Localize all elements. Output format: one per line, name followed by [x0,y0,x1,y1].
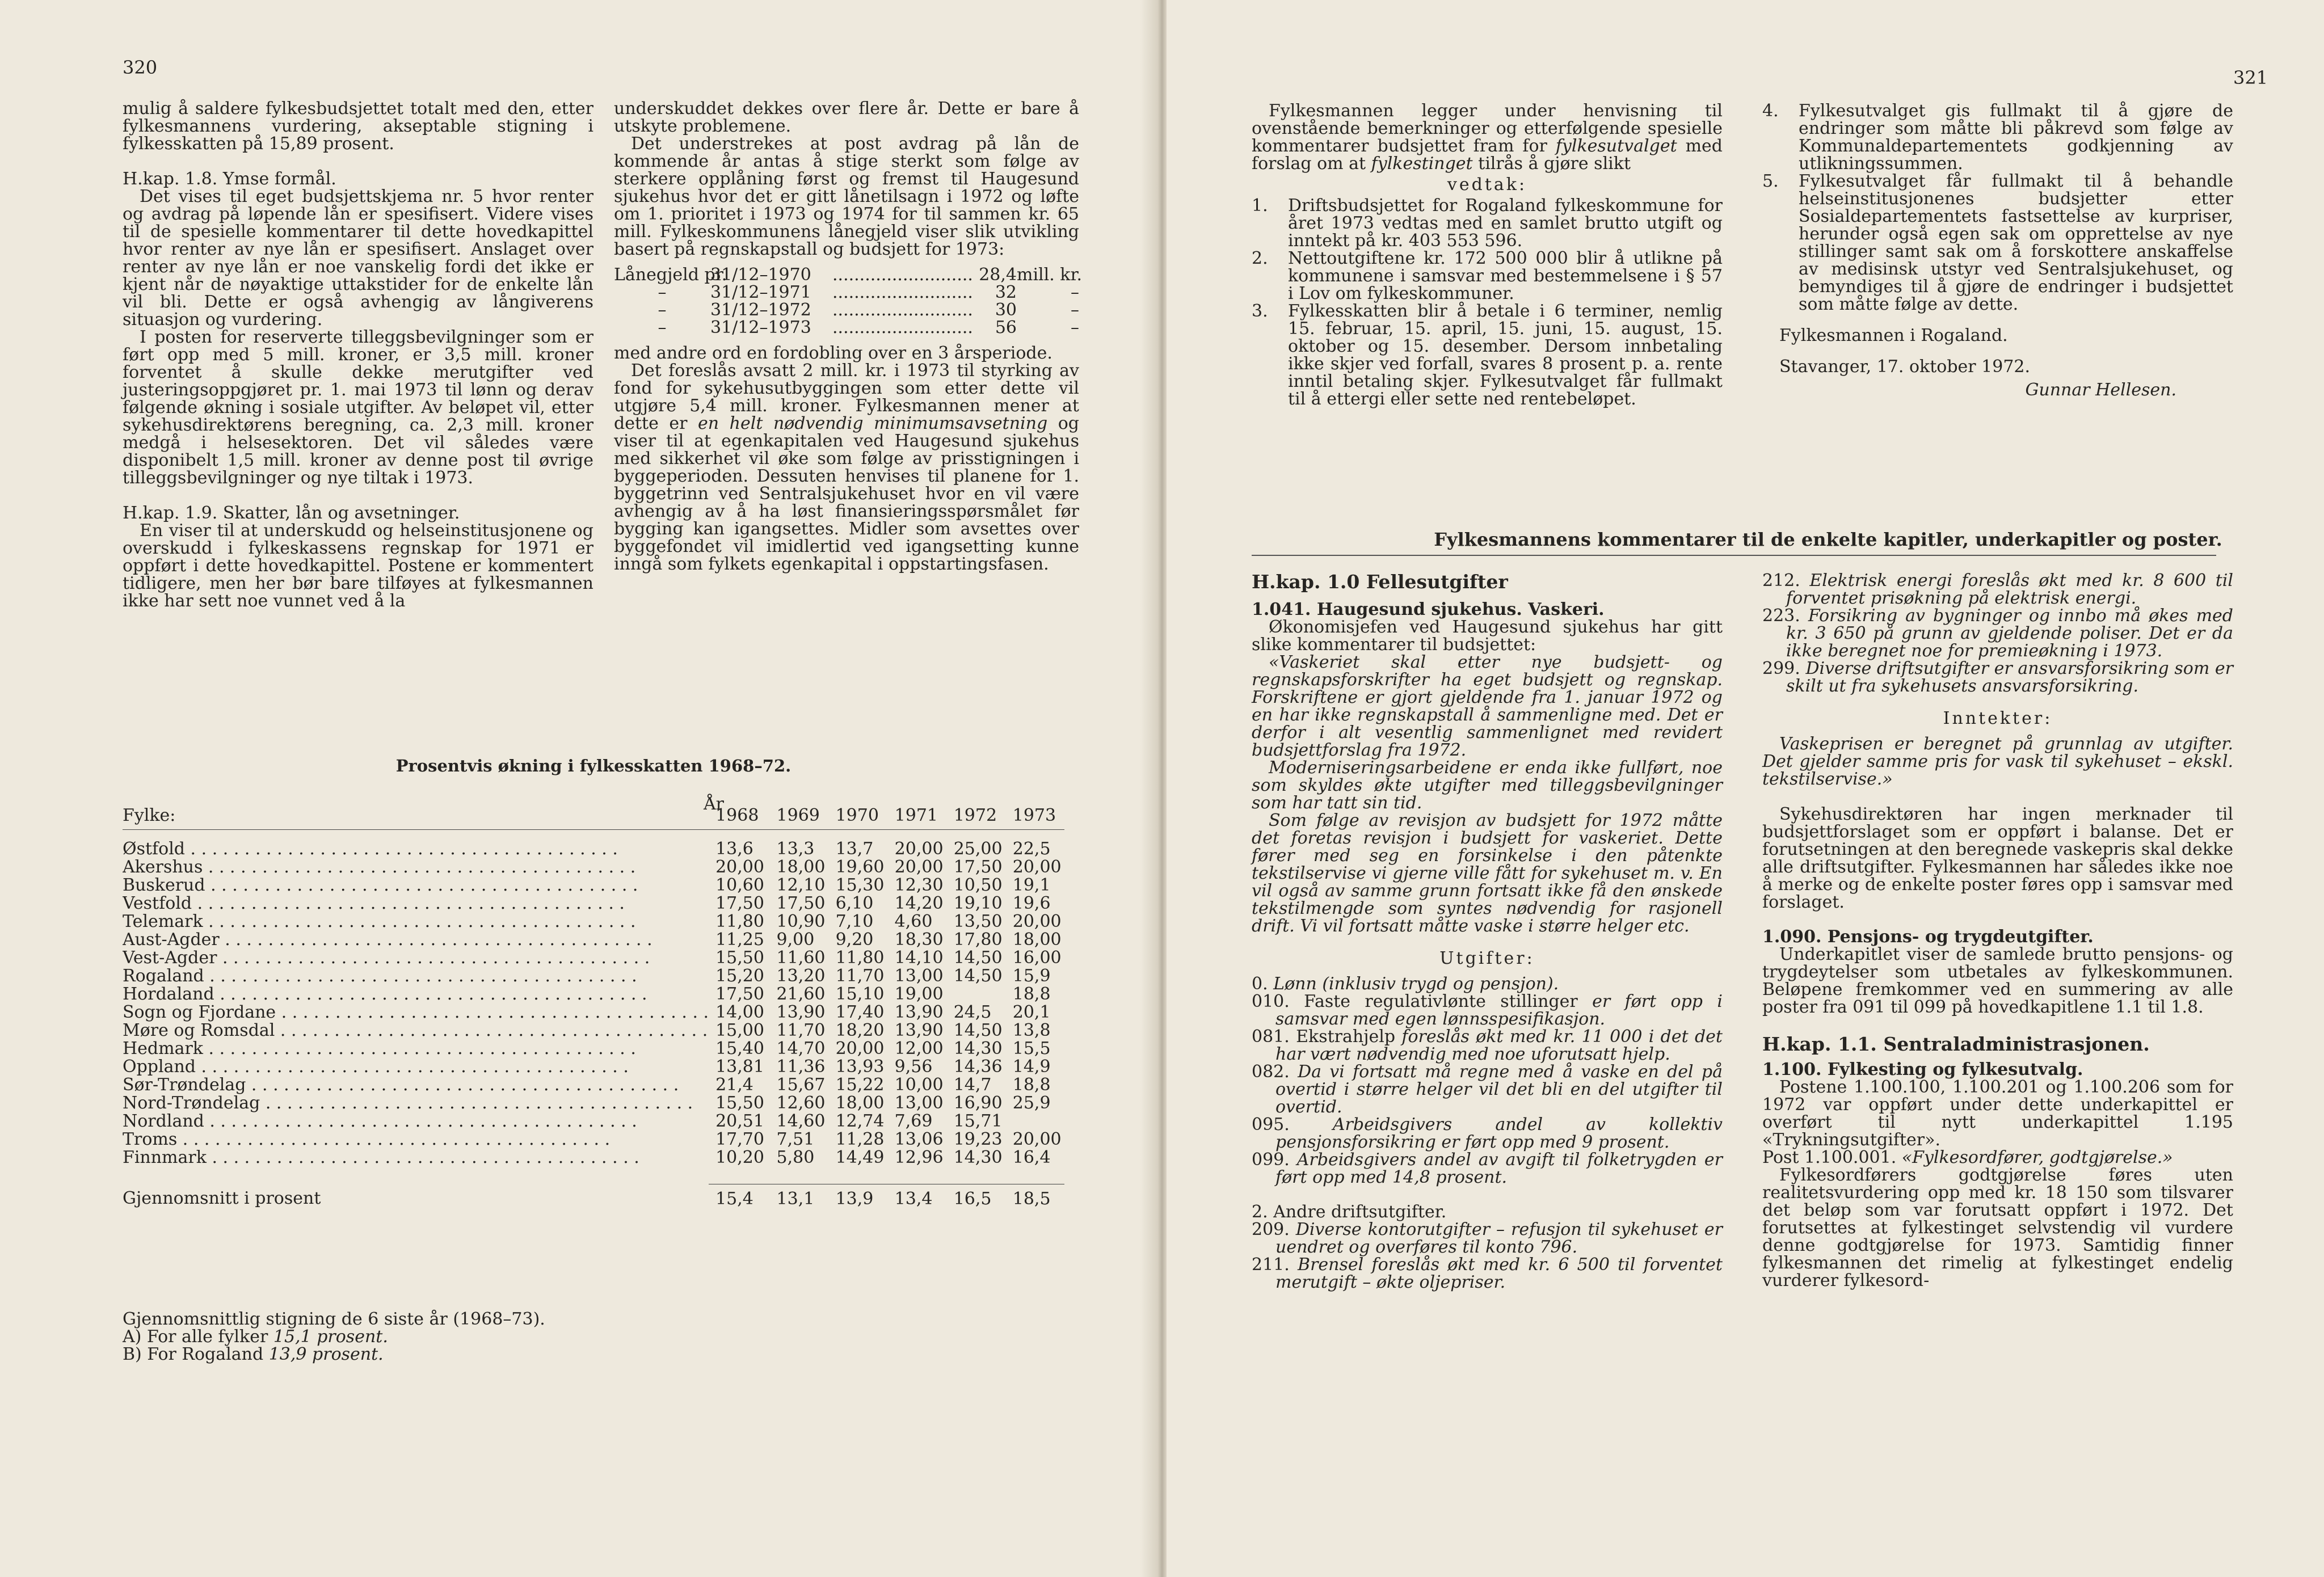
table-cell: 14,30 [953,1039,1003,1059]
table-cell: 10,90 [776,912,826,931]
table-cell: 15,40 [715,1039,764,1059]
table-cell: 25,00 [953,839,1003,859]
table-cell: 18,00 [1012,930,1062,950]
table-cell: 9,56 [894,1057,933,1077]
table-row [123,830,1064,859]
table-row [123,1076,1064,1094]
table-cell: 13,7 [835,839,874,859]
column-header: 1971 [894,806,938,825]
table-cell: 14,7 [953,1075,992,1095]
column-header: 1970 [835,806,879,825]
table-cell: 15,50 [715,948,764,968]
table-cell [947,985,1006,1003]
table-cell: 14,49 [835,1148,885,1167]
quote-paragraph: Som følge av revisjon av budsjett for 1972 måtte det foretas revisjon i budsjett for vaskeriet. Dette fører med seg en forsinkelse i den påtenkte tekstilservise vi gjerne ville fått for sykehuset m. v. En vil også av samme grunn fortsatt ikke få den ønskede tekstilmengde som syntes nødvendig for rasjonell drift. Vi vil fortsatt måtte vaske i større helger etc. [1252,811,1723,936]
left-page [0,0,1157,1577]
county-name: Buskerud . . . . . . . . . . . . . . . . . . . . . . . . . . . . . . . . . . . . . . . . [123,876,638,895]
table-row [123,858,1064,876]
county-name: Nordland . . . . . . . . . . . . . . . . . . . . . . . . . . . . . . . . . . . . . . . . [123,1112,637,1131]
table-cell: 13,90 [776,1002,826,1022]
total-cell: 13,1 [770,1184,829,1208]
quote-paragraph: Moderniseringsarbeidene er enda ikke fullført, noe som skyldes økte utgifter med tilleggsbevilgninger som har tatt sin tid. [1252,758,1723,813]
resolution-item: 2. Nettoutgiftene kr. 172 500 000 blir å utlikne på kommunene i samsvar med bestemmelsene i § 57 i Lov om fylkeskommuner. [1252,248,1723,303]
column-header: 1968 [715,806,759,825]
table-cell: 16,4 [1012,1148,1051,1167]
table-cell: 14,10 [894,948,944,968]
paragraph: med andre ord en fordobling over en 3 årsperiode. [614,343,1052,363]
table-cell: 7,69 [894,1111,933,1131]
table-cell: 20,00 [894,839,944,859]
table-cell: 7,10 [835,912,874,931]
county-name: Aust-Agder . . . . . . . . . . . . . . . . . . . . . . . . . . . . . . . . . . . . . . . . [123,931,652,949]
table-cell: 15,9 [1012,966,1051,986]
loan-row: – 31/12–1973 ..... 56 – [614,319,1079,336]
table-cell: 18,00 [835,1093,885,1113]
paragraph: Fylkesordførers godtgjørelse føres uten realitetsvurdering opp med kr. 18 150 som tilsvarer det beløp som var forutsatt oppført i 1972. Det forutsettes at fylkestinget selvstendig vil vurdere denne godtgjørelse for 1973. Samtidig finner fylkesmannen det rimelig at fylkestinget endelig vurderer fylkesord- [1762,1165,2233,1291]
table-cell: 6,10 [835,893,874,913]
subchapter-heading: 1.041. Haugesund sjukehus. Vaskeri. [1252,600,1605,619]
table-cell: 15,5 [1012,1039,1051,1059]
table-cell: 13,81 [715,1057,764,1077]
total-cell: 18,5 [1006,1184,1064,1208]
page-number: 320 [123,57,158,78]
table-cell: 12,74 [835,1111,885,1131]
loan-row: – 31/12–1972 ..... 30 – [614,301,1079,319]
county-name: Vest-Agder . . . . . . . . . . . . . . . . . . . . . . . . . . . . . . . . . . . . . . . . [123,949,650,967]
table-cell: 25,9 [1012,1093,1051,1113]
table-cell: 21,60 [776,984,826,1004]
loan-row: – 31/12–1971 ..... 32 – [614,284,1079,301]
table-cell: 17,50 [715,984,764,1004]
table-cell: 14,50 [953,1021,1003,1040]
table-cell: 13,20 [776,966,826,986]
chapter-heading: H.kap. 1.0 Fellesutgifter [1252,571,1508,593]
county-name: Sogn og Fjordane . . . . . . . . . . . . . . . . . . . . . . . . . . . . . . . . . . . . . . . . [123,1003,709,1022]
footnote-line: A) For alle fylker 15,1 prosent. [123,1327,388,1347]
paragraph: Det foreslås avsatt 2 mill. kr. i 1973 til styrking av fond for sykehusutbyggingen som etter dette vil utgjøre 5,4 mill. kroner. Fylkesmannen mener at dette er en helt nødvendig minimumsavsetning og viser til at egenkapitalen ved Haugesund sjukehus med sikkerhet vil øke som følge av prisstigningen i byggeperioden. Dessuten henvises til planene for 1. byggetrinn ved Sentralsjukehuset hvor en vil være avhengig av å ha løst finansieringsspørsmålet før bygging kan igangsettes. Midler som avsettes over byggefondet vil imidlertid ved igangsetting kunne inngå som fylkets egenkapital i oppstartingsfasen. [614,361,1079,574]
table-cell: 20,00 [1012,912,1062,931]
table-cell: 14,00 [715,1002,764,1022]
county-name: Hedmark . . . . . . . . . . . . . . . . . . . . . . . . . . . . . . . . . . . . . . . . [123,1040,636,1058]
table-cell [1006,1112,1064,1131]
left-column-2 [614,99,1083,574]
table-cell: 20,00 [715,857,764,877]
divider [1252,555,2216,556]
table-row [123,1040,1064,1058]
table-cell: 14,50 [953,966,1003,986]
total-cell: 16,5 [947,1184,1006,1208]
paragraph: underskuddet dekkes over flere år. Dette er bare å utskyte problemene. [614,99,1079,136]
column-header: 1969 [776,806,820,825]
table-cell: 16,00 [1012,948,1062,968]
quote-paragraph: «Vaskeriet skal etter nye budsjett- og regnskapsforskrifter ha eget budsjett og regnskap. Forskriftene er gjort gjeldende fra 1. januar 1972 og en har ikke regnskapstall å sammenligne med. Det er derfor i alt vesentlig sammenlignet med revidert budsjettforslag fra 1972. [1252,652,1723,760]
table-cell: 20,51 [715,1111,764,1131]
county-name: Hordaland . . . . . . . . . . . . . . . . . . . . . . . . . . . . . . . . . . . . . . . . [123,985,647,1003]
table-row [123,985,1064,1003]
total-cell: 13,9 [829,1184,888,1208]
budget-line: 212. Elektrisk energi foreslås økt med kr. 8 600 til forventet prisøkning på elektrisk energi. [1762,571,2233,608]
page-number: 321 [2233,67,2268,88]
budget-line: 223. Forsikring av bygninger og innbo må økes med kr. 3 650 på grunn av gjeldende poliser. Det er da ikke beregnet noe for premieøkning i 1973. [1762,606,2233,661]
table-cell: 19,1 [1012,875,1051,895]
table-row [123,1022,1064,1040]
table-row [123,895,1064,913]
table-cell: 15,22 [835,1075,885,1095]
column-header: Fylke: [123,806,176,825]
signature: Gunnar Hellesen. [2025,380,2176,400]
table-cell: 18,30 [894,930,944,950]
county-name: Akershus . . . . . . . . . . . . . . . . . . . . . . . . . . . . . . . . . . . . . . . . [123,858,636,876]
table-cell: 19,10 [953,893,1003,913]
section-heading: H.kap. 1.8. Ymse formål. [123,169,336,189]
loan-table [614,265,1083,338]
table-cell: 15,20 [715,966,764,986]
paragraph: Fylkesmannen legger under henvisning til ovenstående bemerkninger og etterfølgende spesielle kommentarer budsjettet fram for fylkesutvalget med forslag om at fylkestinget tilrås å gjøre slikt [1252,101,1723,174]
table-cell: 14,70 [776,1039,826,1059]
right-column-2 [1762,572,2233,1289]
budget-line: 0. Lønn (inklusiv trygd og pensjon). [1252,974,1559,994]
table-cell: 15,71 [953,1111,1003,1131]
table-cell: 20,1 [1012,1002,1051,1022]
table-row [123,913,1064,931]
table-row [123,876,1064,895]
table-cell: 14,30 [953,1148,1003,1167]
table-cell: 14,36 [953,1057,1003,1077]
subchapter-heading: 1.090. Pensjons- og trygdeutgifter. [1762,927,2094,947]
total-cell: 15,4 [709,1184,769,1208]
footnote-line: B) For Rogaland 13,9 prosent. [123,1344,384,1364]
table-cell: 14,60 [776,1111,826,1131]
table-cell: 20,00 [1012,1129,1062,1149]
subchapter-heading: 1.100. Fylkesting og fylkesutvalg. [1762,1060,2083,1080]
chapter-heading: H.kap. 1.1. Sentraladministrasjonen. [1762,1033,2150,1055]
column-header: 1972 [953,806,997,825]
table-cell: 11,80 [835,948,885,968]
table-cell: 17,50 [776,893,826,913]
table-cell: 18,8 [1012,1075,1051,1095]
right-column-1 [1252,573,1723,1291]
table-footnote [123,1310,545,1363]
table-header-row [123,788,1064,830]
table-cell: 10,00 [894,1075,944,1095]
utgifter-heading: Utgifter: [1439,948,1535,968]
county-name: Sør-Trøndelag . . . . . . . . . . . . . . . . . . . . . . . . . . . . . . . . . . . . . . . . [123,1076,679,1094]
table-cell: 20,00 [1012,857,1062,877]
table-cell: 11,70 [835,966,885,986]
table-cell: 10,50 [953,875,1003,895]
table-cell: 17,50 [953,857,1003,877]
table-cell: 13,90 [894,1021,944,1040]
table-row [123,1094,1064,1112]
table-cell: 17,70 [715,1129,764,1149]
table-cell: 13,06 [894,1129,944,1149]
table-cell: 20,00 [894,857,944,877]
table-cell: 11,36 [776,1057,826,1077]
table-cell: 13,93 [835,1057,885,1077]
table-row [123,1149,1064,1167]
total-cell: 13,4 [888,1184,947,1208]
inntekter-heading: Inntekter: [1943,709,2053,728]
county-name: Østfold . . . . . . . . . . . . . . . . . . . . . . . . . . . . . . . . . . . . . . . . [123,839,618,858]
table-cell: 19,00 [894,984,944,1004]
table-cell: 13,90 [894,1002,944,1022]
paragraph: Underkapitlet viser de samlede brutto pensjons- og trygdeytelser som utbetales av fylkeskommunen. Beløpene fremkommer ved en summering av alle poster fra 091 til 099 på hovedkapitlene 1.1 til 1.8. [1762,944,2233,1017]
table-cell: 10,60 [715,875,764,895]
table-cell: 11,25 [715,930,764,950]
table-cell: 13,6 [715,839,753,859]
table-cell: 19,23 [953,1129,1003,1149]
county-name: Vestfold . . . . . . . . . . . . . . . . . . . . . . . . . . . . . . . . . . . . . . . . [123,895,625,913]
table-cell: 12,10 [776,875,826,895]
table-cell: 18,00 [776,857,826,877]
table-row [123,1058,1064,1076]
paragraph: Det vises til eget budsjettskjema nr. 5 hvor renter og avdrag på løpende lån er spesifisert. Videre vises til de spesielle kommentarer til dette hovedkapittel hvor renter av nye lån er spesifisert. Anslaget over renter av nye lån er noe vanskelig fordi det ikke er kjent når de nøyaktige uttakstider for de enkelte lån vil bli. Dette er også avhengig av långiverens situasjon og vurdering. [123,187,593,330]
resolution-item: 1. Driftsbudsjettet for Rogaland fylkeskommune for året 1973 vedtas med en samlet brutto utgift og inntekt på kr. 403 553 596. [1252,196,1723,251]
county-name: Oppland . . . . . . . . . . . . . . . . . . . . . . . . . . . . . . . . . . . . . . . . [123,1058,629,1076]
table-year-label: År [704,794,725,814]
county-name: Nord-Trøndelag . . . . . . . . . . . . . . . . . . . . . . . . . . . . . . . . . . . . . . . . [123,1094,693,1112]
county-name: Rogaland . . . . . . . . . . . . . . . . . . . . . . . . . . . . . . . . . . . . . . . . [123,967,637,985]
table-cell: 15,30 [835,875,885,895]
resolution-item: 4. Fylkesutvalget gis fullmakt til å gjøre de endringer som måtte bli påkrevd som følge av Kommunaldepartementets godkjenning av utlikningssummen. [1762,101,2233,174]
table-cell: 13,8 [1012,1021,1051,1040]
tax-increase-table [123,788,1064,1208]
table-cell: 11,60 [776,948,826,968]
left-column-1 [123,100,593,610]
county-name: Troms . . . . . . . . . . . . . . . . . . . . . . . . . . . . . . . . . . . . . . . . [123,1131,611,1149]
table-cell: 19,6 [1012,893,1051,913]
budget-line: 082. Da vi fortsatt må regne med å vaske en del på overtid i større helger vil det bli en del utgifter til overtid. [1252,1062,1723,1117]
paragraph: Post 1.100.001. «Fylkesordfører, godtgjørelse.» [1762,1148,2173,1167]
budget-group: 2. Andre driftsutgifter. [1252,1202,1447,1222]
signoff: Fylkesmannen i Rogaland. [1779,326,2008,345]
table-cell: 12,96 [894,1148,944,1167]
column-header: 1973 [1012,806,1056,825]
table-cell: 9,20 [835,930,874,950]
table-cell: 14,50 [953,948,1003,968]
footnote-line: Gjennomsnittlig stigning de 6 siste år (1968–73). [123,1309,545,1329]
paragraph: Økonomisjefen ved Haugesund sjukehus har gitt slike kommentarer til budsjettet: [1252,617,1723,655]
table-caption: Prosentvis økning i fylkesskatten 1968–72. [395,756,791,775]
table-row [123,1131,1064,1149]
budget-line: 209. Diverse kontorutgifter – refusjon til sykehuset er uendret og overføres til konto 796. [1252,1220,1723,1257]
table-row [123,931,1064,949]
table-cell: 14,20 [894,893,944,913]
resolution-item: 3. Fylkesskatten blir å betale i 6 terminer, nemlig 15. februar, 15. april, 15. juni, 15. august, 15. oktober og 15. desember. Dersom innbetaling ikke skjer ved forfall, svares 8 prosent p. a. rente inntil betaling skjer. Fylkesutvalget får fullmakt til å ettergi eller sette ned rentebeløpet. [1252,301,1723,409]
table-cell: 17,40 [835,1002,885,1022]
loan-row: Lånegjeld pr. 31/12–1970 ..... 28,4 mill. kr. [614,266,1079,284]
table-row [123,949,1064,967]
paragraph: I posten for reserverte tilleggsbevilgninger som er ført opp med 5 mill. kroner, er 3,5 mill. kroner forventet å skulle dekke merutgifter ved justeringsoppgjøret pr. 1. mai 1973 til lønn og derav følgende økning i sosiale utgifter. Av beløpet vil, etter sykehusdirektørens beregning, ca. 2,3 mill. kroner medgå i helsesektoren. Det vil således være disponibelt 1,5 mill. kroner av denne post til øvrige tilleggsbevilgninger og nye tiltak i 1973. [123,327,593,488]
paragraph: mulig å saldere fylkesbudsjettet totalt med den, etter fylkesmannens vurdering, akseptable stigning i fylkesskatten på 15,89 prosent. [123,99,593,154]
table-row [123,1003,1064,1022]
quote-paragraph: Vaskeprisen er beregnet på grunnlag av utgifter. Det gjelder samme pris for vask til sykehuset – ekskl. tekstilservise.» [1762,734,2233,789]
table-cell: 18,20 [835,1021,885,1040]
section-title: Fylkesmannens kommentarer til de enkelte kapitler, underkapitler og poster. [1434,529,2222,550]
table-cell: 24,5 [953,1002,992,1022]
section-heading: H.kap. 1.9. Skatter, lån og avsetninger. [123,503,460,523]
table-cell: 14,9 [1012,1057,1051,1077]
county-name: Finnmark . . . . . . . . . . . . . . . . . . . . . . . . . . . . . . . . . . . . . . . . [123,1149,639,1167]
place-date: Stavanger, 17. oktober 1972. [1779,357,2031,377]
table-cell: 16,90 [953,1093,1003,1113]
budget-line: 299. Diverse driftsutgifter er ansvarsforsikring som er skilt ut fra sykehusets ansvarsforsikring. [1762,659,2233,696]
table-cell: 15,67 [776,1075,826,1095]
table-cell: 7,51 [776,1129,815,1149]
table-row [123,967,1064,985]
table-cell: 4,60 [894,912,933,931]
budget-line: 095. Arbeidsgivers andel av kollektiv pensjonsforsikring er ført opp med 9 prosent. [1252,1115,1723,1152]
paragraph: Sykehusdirektøren har ingen merknader til budsjettforslaget som er oppført i balanse. Det er forutsetningen at den beregnede vaskepris skal dekke alle driftsutgifter. Fylkesmannen har således ikke noe å merke og de enkelte poster føres opp i samsvar med forslaget. [1762,804,2233,912]
paragraph: Postene 1.100.100, 1.100.201 og 1.100.206 som for 1972 var oppført under dette underkapittel er overført til nytt underkapittel 1.195 «Trykningsutgifter». [1762,1077,2233,1150]
table-cell: 13,00 [894,966,944,986]
table-cell: 15,00 [715,1021,764,1040]
table-cell: 11,80 [715,912,764,931]
table-total-row [123,1184,1064,1208]
table-cell: 12,00 [894,1039,944,1059]
table-cell: 11,70 [776,1021,826,1040]
table-cell: 17,50 [715,893,764,913]
table-cell: 5,80 [776,1148,815,1167]
table-cell: 22,5 [1012,839,1051,859]
county-name: Møre og Romsdal . . . . . . . . . . . . . . . . . . . . . . . . . . . . . . . . . . . . . . . . [123,1022,708,1040]
table-row [123,1112,1064,1131]
table-cell: 15,10 [835,984,885,1004]
paragraph: En viser til at underskudd og helseinstitusjonene og overskudd i fylkeskassens regnskap for 1971 er oppført i dette hovedkapittel. Postene er kommentert tidligere, men her bør bare tilføyes at fylkesmannen ikke har sett noe vunnet ved å la [123,521,593,611]
table-cell: 13,3 [776,839,815,859]
table-cell: 20,00 [835,1039,885,1059]
table-cell: 18,8 [1012,984,1051,1004]
budget-line: 211. Brensel foreslås økt med kr. 6 500 til forventet merutgift – økte oljepriser. [1252,1255,1723,1292]
right-page [1167,0,2324,1577]
table-cell: 19,60 [835,857,885,877]
table-cell: 21,4 [715,1075,753,1095]
right-column-2-top [1762,102,2233,399]
table-cell: 17,80 [953,930,1003,950]
table-cell: 15,50 [715,1093,764,1113]
vedtak-heading: vedtak: [1447,175,1527,195]
budget-line: 010. Faste regulativlønte stillinger er ført opp i samsvar med egen lønnsspesifikasjon. [1252,992,1723,1029]
budget-line: 099. Arbeidsgivers andel av avgift til folketrygden er ført opp med 14,8 prosent. [1252,1150,1723,1187]
county-name: Telemark . . . . . . . . . . . . . . . . . . . . . . . . . . . . . . . . . . . . . . . . [123,913,636,931]
resolution-item: 5. Fylkesutvalget får fullmakt til å behandle helseinstitusjonenes budsjetter etter Sosialdepartementets fastsettelse av kurpriser, herunder også egen sak om opprettelse av nye stillinger samt sak om å forskottere anskaffelse av medisinsk utstyr ved Sentralsjukehuset, og bemyndiges til å gjøre de endringer i budsjettet som måtte følge av dette. [1762,171,2233,314]
table-cell: 12,30 [894,875,944,895]
table-cell: 10,20 [715,1148,764,1167]
table-cell: 11,28 [835,1129,885,1149]
table-cell: 12,60 [776,1093,826,1113]
total-label: Gjennomsnitt i prosent [123,1188,321,1209]
table-cell: 13,00 [894,1093,944,1113]
budget-line: 081. Ekstrahjelp foreslås økt med kr. 11 000 i det det har vært nødvendig med noe uforutsatt hjelp. [1252,1027,1723,1064]
table-cell: 9,00 [776,930,815,950]
paragraph: Det understrekes at post avdrag på lån de kommende år antas å stige sterkt som følge av sterkere opplåning først og fremst til Haugesund sjukehus hvor det er gitt lånetilsagn i 1972 og løfte om 1. prioritet i 1973 og 1974 for til sammen kr. 65 mill. Fylkeskommunens lånegjeld viser slik utvikling basert på regnskapstall og budsjett for 1973: [614,134,1079,259]
table-cell: 13,50 [953,912,1003,931]
right-column-1-top [1252,102,1723,408]
